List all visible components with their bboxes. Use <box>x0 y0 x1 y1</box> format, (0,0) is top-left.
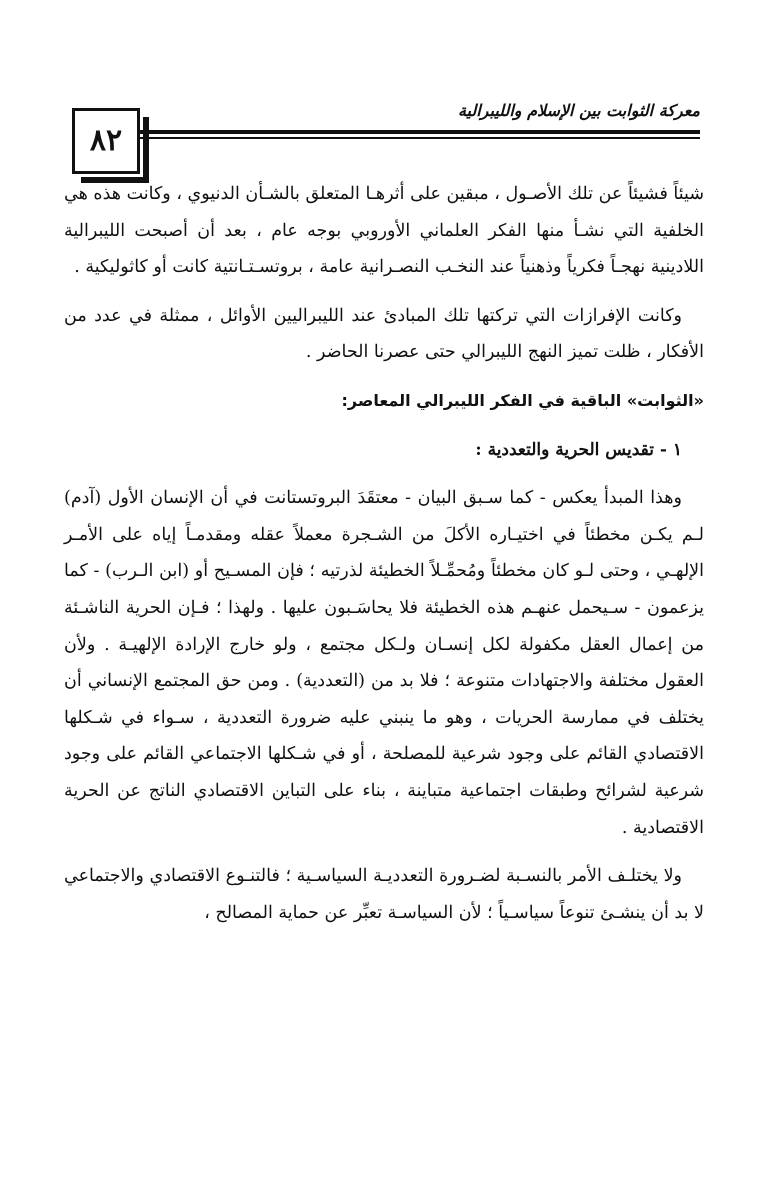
header-rule-thin <box>132 137 700 139</box>
running-header <box>72 100 700 180</box>
section-heading: «الثوابت» الباقية في الفكر الليبرالي المعاصر: <box>341 390 704 410</box>
paragraph-3: وهذا المبدأ يعكس - كما سـبق البيان - معتقَدَ البروتستانت في أن الإنسان الأول (آدم) لـم يكـن مخطئاً في اختيـاره الأكلَ من الشـجرة معملاً عقله ومقدمـاً إياه على الأمـر الإلهـي ، وحتى لـو كان مخطئاً ومُحمِّـلاً الخطيئة لذرتيه ؛ فإن المسـيح أو (ابن الـرب) - كما يزعمون - سـيحمل عنهـم هذه الخطيئة فلا يحاسَـبون عليها . ولهذا ؛ فـإن الحرية الناشـئة من إعمال العقل مكفولة لكل إنسـان ولـكل مجتمع ، ولو خارج الإرادة الإلهيـة . ولأن العقول مختلفة والاجتهادات متنوعة ؛ فلا بد من (التعددية) . ومن حق المجتمع الإنساني أن يختلف في ممارسة الحريات ، وهو ما ينبني عليه ضرورة التعددية ، سـواء في شـكلها الاقتصادي القائم على وجود شرعية للمصلحة ، أو في شـكلها الاجتماعي القائم على وجود شرعية لشرائح وطبقات اجتماعية متباينة ، بناء على التباين الاقتصادي الناتج عن الحرية الاقتصادية . <box>64 488 705 838</box>
body-text <box>64 176 704 931</box>
paragraph-2: وكانت الإفرازات التي تركتها تلك المبادئ عند الليبراليين الأوائل ، ممثلة في عدد من الأفكار ، ظلت تميز النهج الليبرالي حتى عصرنا الحاضر . <box>64 305 704 363</box>
running-title: معركة الثوابت بين الإسلام والليبرالية <box>457 101 700 120</box>
subsection-heading: ١ - تقديس الحرية والتعددية : <box>475 439 682 460</box>
header-rule-thick <box>132 130 700 134</box>
paragraph-1: شيئاً فشيئاً عن تلك الأصـول ، مبقين على أثرهـا المتعلق بالشـأن الدنيوي ، وكانت هذه هي الخلفية التي نشـأ منها الفكر العلماني الأوروبي بوجه عام ، بعد أن أصبحت الليبرالية اللادينية نهجـاً فكرياً وذهنياً عند النخـب النصـرانية عامة ، بروتسـتـانتية كانت أو كاثوليكية . <box>64 184 704 278</box>
page-number-box <box>72 108 140 174</box>
page-number: ٨٢ <box>89 123 123 158</box>
paragraph-4: ولا يختلـف الأمر بالنسـبة لضـرورة التعدديـة السياسـية ؛ فالتنـوع الاقتصادي والاجتماعي لا بد أن ينشـئ تنوعاً سياسـياً ؛ لأن السياسـة تعبِّر عن حماية المصالح ، <box>64 866 704 923</box>
